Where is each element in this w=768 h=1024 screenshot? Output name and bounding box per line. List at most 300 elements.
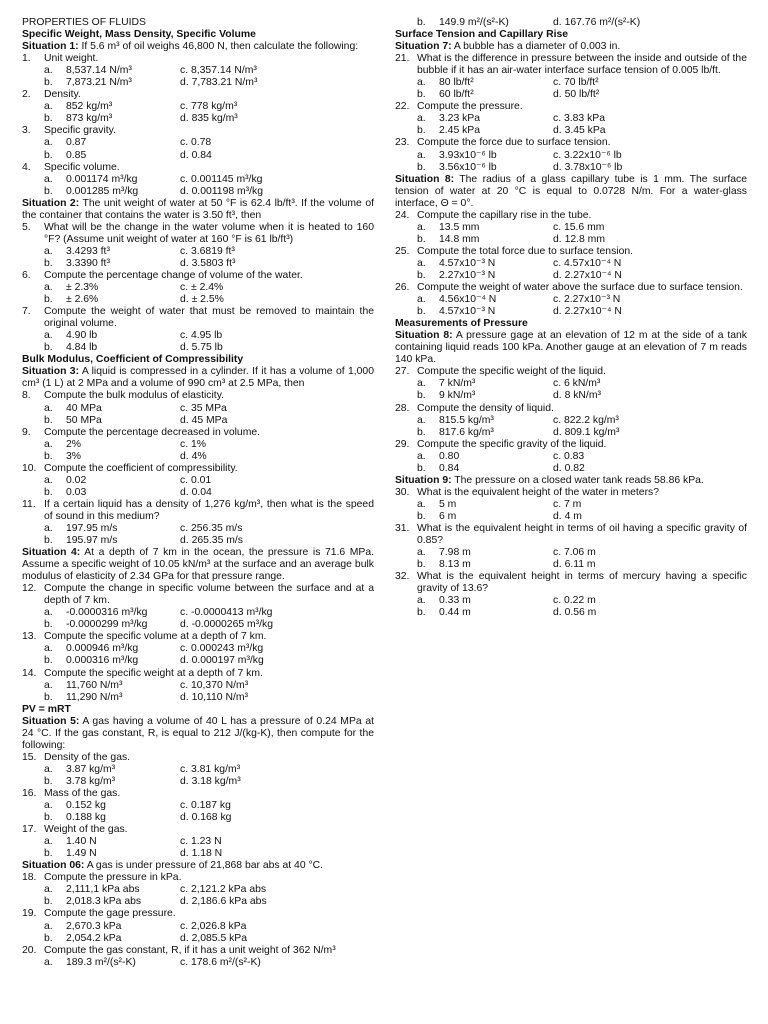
choice-cell	[553, 234, 605, 246]
question-text: Compute the weight of water above the surface due to surface tension.	[417, 282, 743, 294]
choice-value: 4.90 lb	[66, 330, 98, 342]
choice-value: 3.81 kg/m³	[190, 763, 241, 775]
choice-letter: d.	[180, 775, 192, 787]
choice-row	[22, 655, 374, 667]
question-text: Compute the specific gravity of the liquid.	[417, 438, 607, 450]
choice-row	[395, 258, 747, 270]
choice-cell	[553, 222, 604, 234]
choice-row	[395, 222, 747, 234]
choice-letter: d.	[553, 559, 565, 571]
question-text: Compute the percentage decreased in volume.	[44, 426, 261, 438]
choice-cell	[395, 294, 553, 306]
choice-value: 0.000243 m³/kg	[190, 643, 264, 655]
question-item	[22, 752, 374, 764]
choice-letter: a.	[44, 643, 53, 655]
choice-cell	[22, 619, 180, 631]
choice-value: 0.78	[190, 137, 212, 149]
situation-text: The unit weight of water at 50 °F is 62.4 lb/ft³. If the volume of the container that contains the water is 3.50 ft³, then	[22, 197, 374, 221]
choice-row	[22, 933, 374, 945]
choice-cell	[180, 800, 231, 812]
choice-value: 265.35 m/s	[191, 535, 243, 547]
choice-cell	[22, 764, 180, 776]
situation-paragraph	[22, 716, 374, 752]
choice-row	[22, 403, 374, 415]
choice-cell	[395, 378, 553, 390]
question-number: 22.	[395, 101, 410, 113]
choice-cell	[180, 643, 263, 655]
choice-letter: a.	[44, 920, 53, 932]
choice-value: 10,110 N/m³	[191, 691, 248, 703]
choice-value: 15.6 mm	[563, 221, 605, 233]
situation-label: Situation 4:	[22, 547, 81, 559]
choice-letter: d.	[180, 342, 192, 354]
question-text: Specific volume.	[44, 161, 120, 173]
choice-value: 8,357.14 N/m³	[190, 65, 257, 77]
choice-row	[22, 475, 374, 487]
choice-value: 4.57x10⁻³ N	[439, 306, 496, 318]
question-number: 4.	[22, 161, 31, 173]
choice-letter: a.	[417, 595, 426, 607]
choice-row	[22, 836, 374, 848]
choice-value: 1.49 N	[66, 848, 97, 860]
choice-row	[22, 101, 374, 113]
choice-letter: c.	[180, 800, 191, 812]
choice-row	[395, 511, 747, 523]
choice-value: 0.84	[191, 149, 212, 161]
choice-letter: c.	[180, 65, 191, 77]
choice-row	[22, 246, 374, 258]
question-item	[395, 439, 747, 451]
choice-cell	[22, 415, 180, 427]
choice-value: 835 kg/m³	[191, 113, 238, 125]
question-text: Compute the percentage change of volume of the water.	[44, 269, 303, 281]
choice-value: 70 lb/ft²	[563, 77, 599, 89]
choice-row	[22, 451, 374, 463]
choice-value: 2%	[66, 438, 82, 450]
choice-value: 0.000946 m³/kg	[66, 643, 139, 655]
choice-value: 80 lb/ft²	[439, 77, 474, 89]
choice-letter: c.	[180, 282, 191, 294]
choice-letter: d.	[553, 390, 565, 402]
choice-letter: b.	[417, 510, 426, 522]
choice-cell	[180, 403, 227, 415]
question-item	[22, 499, 374, 523]
question-item	[22, 390, 374, 402]
choice-letter: c.	[553, 77, 564, 89]
choice-value: 3.18 kg/m³	[191, 775, 241, 787]
choice-letter: a.	[417, 294, 426, 306]
choice-cell	[180, 101, 237, 113]
question-number: 24.	[395, 209, 410, 221]
choice-value: 873 kg/m³	[66, 113, 113, 125]
choice-row	[395, 294, 747, 306]
choice-row	[395, 113, 747, 125]
question-number: 7.	[22, 306, 31, 318]
choice-cell	[22, 330, 180, 342]
choice-letter: b.	[44, 450, 53, 462]
choice-cell	[22, 776, 180, 788]
choice-letter: d.	[180, 414, 192, 426]
choice-cell	[22, 150, 180, 162]
choice-letter: b.	[44, 257, 53, 269]
choice-cell	[395, 390, 553, 402]
choice-letter: c.	[180, 956, 191, 968]
question-text: Compute the bulk modulus of elasticity.	[44, 390, 224, 402]
question-item	[395, 210, 747, 222]
situation-label: Situation 8:	[395, 173, 455, 185]
choice-cell	[395, 463, 553, 475]
choice-value: 11,290 N/m³	[66, 691, 123, 703]
choice-cell	[180, 523, 242, 535]
choice-cell	[180, 113, 238, 125]
choice-row	[22, 800, 374, 812]
choice-letter: b.	[44, 896, 53, 908]
choice-value: 0.001174 m³/kg	[66, 173, 138, 185]
choice-value: 3.23 kPa	[439, 113, 481, 125]
question-item	[395, 403, 747, 415]
choice-cell	[180, 246, 235, 258]
question-item	[395, 487, 747, 499]
choice-letter: a.	[417, 77, 426, 89]
choice-row	[395, 270, 747, 282]
choice-letter: d.	[180, 77, 192, 89]
choice-cell	[553, 89, 599, 101]
choice-cell	[553, 113, 605, 125]
question-item	[22, 463, 374, 475]
choice-letter: b.	[44, 655, 53, 667]
choice-value: 8 kN/m³	[564, 390, 601, 402]
choice-value: 256.35 m/s	[190, 522, 243, 534]
choice-letter: d.	[553, 510, 565, 522]
choice-value: 14.8 mm	[439, 233, 480, 245]
choice-row	[22, 619, 374, 631]
question-item	[22, 945, 374, 957]
choice-row	[22, 812, 374, 824]
choice-letter: d.	[180, 149, 192, 161]
choice-value: 167.76 m²/(s²-K)	[564, 17, 641, 28]
choice-value: 2,186.6 kPa abs	[191, 896, 267, 908]
question-text: Compute the total force due to surface tension.	[417, 245, 634, 257]
choice-value: 0.152 kg	[66, 800, 106, 812]
choice-cell	[395, 234, 553, 246]
section-heading: Measurements of Pressure	[395, 318, 528, 330]
choice-cell	[180, 451, 207, 463]
question-number: 11.	[22, 498, 36, 510]
choice-value: 3.78x10⁻⁶ lb	[564, 161, 623, 173]
choice-cell	[22, 692, 180, 704]
choice-value: 4.57x10⁻³ N	[439, 257, 496, 269]
question-item	[395, 282, 747, 294]
choice-cell	[553, 559, 596, 571]
choice-letter: c.	[553, 149, 564, 161]
choice-letter: a.	[417, 221, 426, 233]
choice-value: 8.13 m	[439, 559, 471, 571]
choice-row	[22, 258, 374, 270]
question-number: 2.	[22, 89, 31, 101]
choice-cell	[22, 65, 180, 77]
choice-letter: c.	[180, 920, 191, 932]
choice-value: 778 kg/m³	[190, 101, 238, 113]
choice-value: -0.0000413 m³/kg	[190, 607, 273, 619]
question-item	[22, 427, 374, 439]
question-item	[22, 824, 374, 836]
choice-letter: a.	[417, 113, 426, 125]
choice-row	[395, 89, 747, 101]
choice-letter: d.	[553, 607, 565, 619]
situation-paragraph	[22, 198, 374, 222]
choice-value: 0.188 kg	[66, 812, 106, 824]
situation-label: Situation 3:	[22, 366, 80, 378]
choice-row	[22, 150, 374, 162]
choice-cell	[22, 848, 180, 860]
choice-value: 7 kN/m³	[439, 378, 476, 390]
choice-value: 3.87 kg/m³	[66, 763, 116, 775]
choice-value: 2.27x10⁻⁴ N	[564, 269, 622, 281]
choice-value: 1.40 N	[66, 836, 97, 848]
question-item	[395, 137, 747, 149]
choice-letter: c.	[553, 450, 564, 462]
choice-cell	[395, 222, 553, 234]
choice-value: 5.75 lb	[191, 342, 223, 354]
choice-value: 7,873.21 N/m³	[66, 77, 132, 89]
question-number: 29.	[395, 438, 410, 450]
choice-row	[22, 692, 374, 704]
choice-letter: d.	[180, 655, 192, 667]
choice-value: 11,760 N/m³	[66, 679, 123, 691]
choice-value: 7,783.21 N/m³	[191, 77, 258, 89]
choice-value: -0.0000265 m³/kg	[191, 619, 274, 631]
choice-value: 7.98 m	[439, 547, 471, 559]
choice-letter: b.	[44, 113, 53, 125]
question-text: Mass of the gas.	[44, 788, 121, 799]
choice-cell	[22, 246, 180, 258]
question-text: Unit weight.	[44, 53, 99, 65]
choice-letter: b.	[44, 414, 53, 426]
choice-value: 4.84 lb	[66, 342, 98, 354]
choice-letter: a.	[417, 498, 426, 510]
choice-letter: d.	[180, 294, 192, 306]
choice-cell	[180, 764, 240, 776]
choice-row	[395, 547, 747, 559]
choice-cell	[395, 270, 553, 282]
choice-row	[395, 595, 747, 607]
choice-cell	[553, 390, 601, 402]
choice-letter: d.	[553, 17, 565, 28]
choice-cell	[22, 294, 180, 306]
choice-cell	[22, 342, 180, 354]
question-number: 31.	[395, 522, 410, 534]
choice-letter: c.	[180, 643, 191, 655]
question-number: 17.	[22, 824, 37, 836]
choice-letter: b.	[417, 125, 426, 137]
choice-letter: c.	[553, 595, 564, 607]
question-text: Compute the change in specific volume between the surface and at a depth of 7 km.	[44, 583, 374, 607]
choice-value: 197.95 m/s	[66, 522, 118, 534]
choice-letter: c.	[180, 330, 191, 342]
choice-cell	[22, 282, 180, 294]
choice-value: 0.80	[439, 450, 460, 462]
choice-cell	[22, 896, 180, 908]
choice-cell	[395, 306, 553, 318]
choice-value: 4.57x10⁻⁴ N	[563, 257, 622, 269]
situation-paragraph	[22, 366, 374, 390]
choice-value: ± 2.4%	[190, 282, 224, 294]
choice-value: 0.87	[66, 137, 87, 149]
choice-cell	[180, 535, 243, 547]
question-text: Weight of the gas.	[44, 824, 128, 836]
choice-letter: c.	[180, 522, 191, 534]
choice-value: 2,121.2 kPa abs	[190, 884, 267, 896]
choice-cell	[180, 174, 262, 186]
choice-cell	[180, 896, 267, 908]
question-text: If a certain liquid has a density of 1,276 kg/m³, then what is the speed of sound in this medium?	[44, 498, 374, 522]
choice-letter: a.	[417, 450, 426, 462]
choice-row	[22, 764, 374, 776]
question-number: 21.	[395, 53, 410, 65]
choice-letter: c.	[553, 294, 564, 306]
choice-value: 3%	[66, 450, 82, 462]
left-column	[22, 17, 374, 969]
question-text: What is the equivalent height in terms of mercury having a specific gravity of 13.6?	[417, 571, 747, 595]
choice-value: 852 kg/m³	[66, 101, 113, 113]
choice-value: 2,018.3 kPa abs	[66, 896, 142, 908]
choice-letter: c.	[180, 173, 191, 185]
choice-letter: a.	[44, 65, 53, 77]
choice-cell	[553, 511, 582, 523]
choice-value: 0.187 kg	[190, 800, 231, 812]
choice-value: 3.78 kg/m³	[66, 775, 116, 787]
question-number: 15.	[22, 751, 37, 763]
choice-row	[395, 17, 747, 29]
question-text: What is the equivalent height of the water in meters?	[417, 486, 660, 498]
choice-row	[22, 294, 374, 306]
choice-cell	[180, 607, 272, 619]
choice-cell	[395, 451, 553, 463]
choice-letter: b.	[417, 426, 426, 438]
choice-cell	[22, 258, 180, 270]
choice-letter: a.	[44, 679, 53, 691]
choice-letter: a.	[44, 836, 53, 848]
choice-cell	[553, 415, 619, 427]
choice-row	[22, 921, 374, 933]
right-column	[395, 17, 747, 619]
choice-cell	[553, 595, 596, 607]
question-item	[22, 89, 374, 101]
choice-cell	[22, 113, 180, 125]
choice-letter: c.	[180, 101, 191, 113]
choice-letter: b.	[44, 149, 53, 161]
choice-cell	[22, 451, 180, 463]
choice-value: 0.83	[563, 450, 585, 462]
question-item	[22, 222, 374, 246]
situation-paragraph	[22, 547, 374, 583]
choice-cell	[553, 162, 622, 174]
question-number: 20.	[22, 944, 37, 956]
choice-cell	[180, 415, 227, 427]
choice-value: 13.5 mm	[439, 221, 480, 233]
situation-text: A gas is under pressure of 21,868 bar abs at 40 °C.	[86, 860, 324, 872]
choice-letter: c.	[553, 378, 564, 390]
choice-letter: b.	[417, 559, 426, 571]
choice-row	[395, 499, 747, 511]
choice-letter: b.	[44, 535, 53, 547]
situation-label: Situation 06:	[22, 860, 85, 872]
choice-value: 7.06 m	[563, 547, 596, 559]
question-number: 26.	[395, 282, 410, 294]
choice-letter: b.	[417, 269, 426, 281]
situation-paragraph	[395, 174, 747, 210]
question-number: 12.	[22, 583, 37, 595]
choice-cell	[22, 643, 180, 655]
question-number: 8.	[22, 390, 31, 402]
choice-letter: a.	[44, 884, 53, 896]
choice-letter: a.	[44, 956, 53, 968]
choice-value: 3.6819 ft³	[190, 245, 235, 257]
choice-letter: c.	[180, 402, 191, 414]
choice-value: 2,670.3 kPa	[66, 920, 122, 932]
choice-cell	[180, 487, 212, 499]
choice-value: 4 m	[564, 510, 582, 522]
choice-cell	[22, 680, 180, 692]
choice-row	[22, 957, 374, 969]
choice-value: 822.2 kg/m³	[563, 414, 619, 426]
question-number: 25.	[395, 245, 410, 257]
choice-cell	[180, 342, 223, 354]
choice-letter: b.	[417, 462, 426, 474]
choice-letter: b.	[44, 342, 53, 354]
choice-value: 1%	[190, 438, 207, 450]
choice-row	[395, 463, 747, 475]
choice-value: -0.0000299 m³/kg	[66, 619, 148, 631]
situation-label: Situation 1:	[22, 41, 79, 53]
choice-cell	[553, 17, 640, 29]
choice-row	[395, 125, 747, 137]
choice-value: ± 2.3%	[66, 282, 99, 294]
choice-value: 0.168 kg	[191, 812, 232, 824]
choice-cell	[553, 427, 619, 439]
choice-row	[22, 65, 374, 77]
choice-letter: d.	[180, 257, 192, 269]
choice-letter: b.	[44, 294, 53, 306]
choice-row	[22, 896, 374, 908]
choice-row	[395, 77, 747, 89]
question-item	[22, 270, 374, 282]
question-number: 10.	[22, 462, 37, 474]
choice-letter: d.	[553, 462, 565, 474]
choice-value: 4.95 lb	[190, 330, 223, 342]
question-item	[22, 53, 374, 65]
choice-value: 3.5803 ft³	[191, 257, 236, 269]
question-number: 13.	[22, 631, 37, 643]
choice-letter: a.	[44, 330, 53, 342]
choice-letter: b.	[44, 486, 53, 498]
question-number: 16.	[22, 788, 37, 799]
question-number: 23.	[395, 137, 410, 149]
choice-row	[395, 390, 747, 402]
choice-letter: d.	[553, 161, 565, 173]
choice-cell	[22, 812, 180, 824]
choice-letter: a.	[44, 282, 53, 294]
choice-value: 6.11 m	[564, 559, 596, 571]
choice-value: 3.93x10⁻⁶ lb	[439, 149, 497, 161]
choice-value: 2,054.2 kPa	[66, 932, 122, 944]
choice-letter: c.	[180, 884, 191, 896]
choice-letter: b.	[44, 775, 53, 787]
question-item	[395, 246, 747, 258]
choice-cell	[395, 150, 553, 162]
choice-row	[395, 607, 747, 619]
choice-cell	[395, 162, 553, 174]
